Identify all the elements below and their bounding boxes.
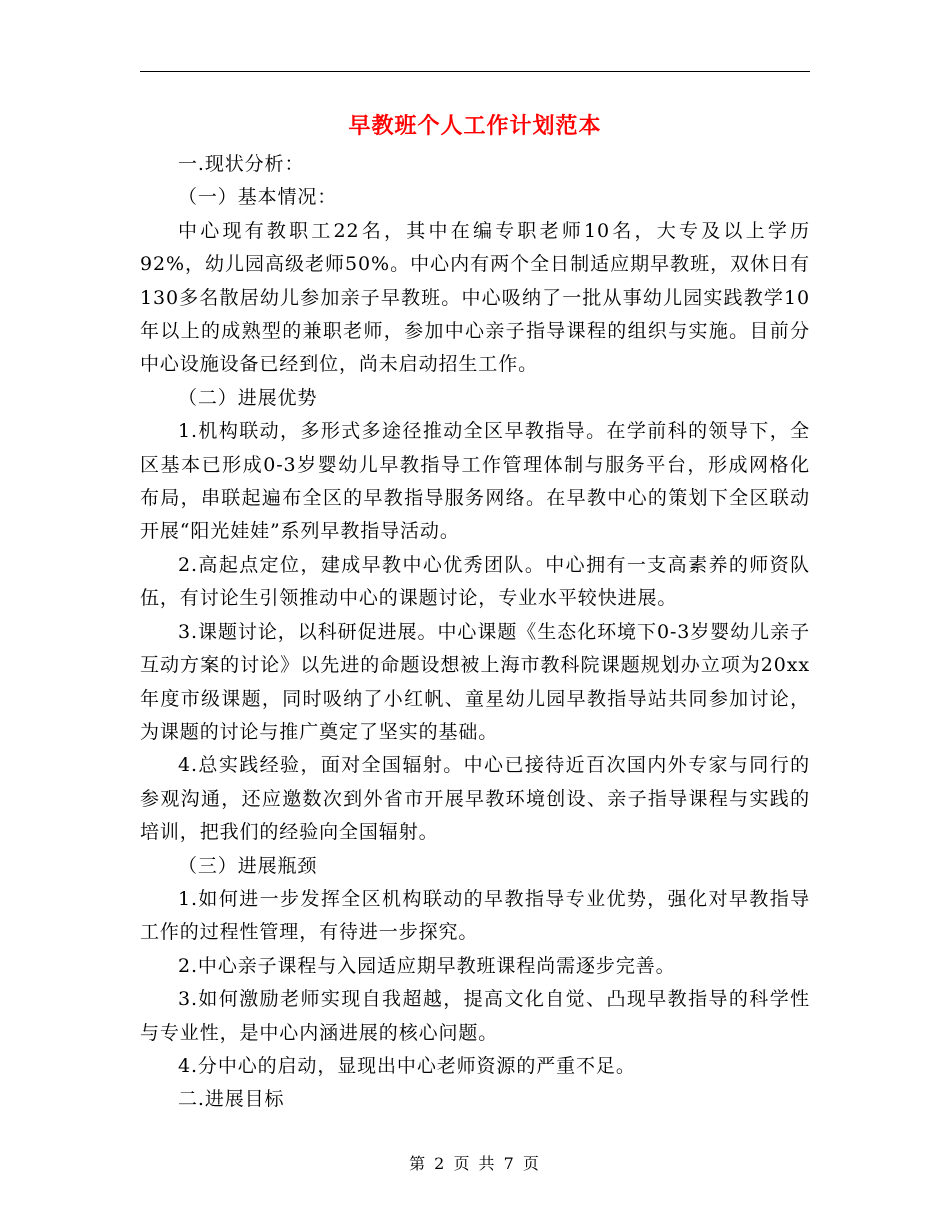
heading-current-analysis: 一.现状分析： xyxy=(178,153,305,175)
paragraph-advantage-1: 1.机构联动，多形式多途径推动全区早教指导。在学前科的领导下，全区基本已形成0-3岁婴幼儿早教指导工作管理体制与服务平台，形成网格化布局，串联起遍布全区的早教指导服务网络。在早教中心的策划下全区联动开展“阳光娃娃”系列早教指导活动。 xyxy=(140,420,810,543)
paragraph-bottleneck-1: 1.如何进一步发挥全区机构联动的早教指导专业优势，强化对早教指导工作的过程性管理，有待进一步探究。 xyxy=(140,887,810,944)
paragraph-advantage-3: 3.课题讨论，以科研促进展。中心课题《生态化环境下0-3岁婴幼儿亲子互动方案的讨论》以先进的命题设想被上海市教科院课题规划办立项为20xx年度市级课题，同时吸纳了小红帆、童星幼儿园早教指导站共同参加讨论，为课题的讨论与推广奠定了坚实的基础。 xyxy=(140,620,810,743)
paragraph-bottleneck-2: 2.中心亲子课程与入园适应期早教班课程尚需逐步完善。 xyxy=(178,954,676,977)
document-body xyxy=(140,148,810,1117)
paragraph-basic-situation: 中心现有教职工22名，其中在编专职老师10名，大专及以上学历92%，幼儿园高级老师50%。中心内有两个全日制适应期早教班，双休日有130多名散居幼儿参加亲子早教班。中心吸纳了一批从事幼儿园实践教学10年以上的成熟型的兼职老师，参加中心亲子指导课程的组织与实施。目前分中心设施设备已经到位，尚未启动招生工作。 xyxy=(140,219,810,376)
header-rule xyxy=(140,71,810,72)
paragraph-bottleneck-4: 4.分中心的启动，显现出中心老师资源的严重不足。 xyxy=(178,1054,636,1077)
paragraph-advantage-4: 4.总实践经验，面对全国辐射。中心已接待近百次国内外专家与同行的参观沟通，还应邀数次到外省市开展早教环境创设、亲子指导课程与实践的培训，把我们的经验向全国辐射。 xyxy=(140,754,810,844)
paragraph-bottleneck-3: 3.如何激励老师实现自我超越，提高文化自觉、凸现早教指导的科学性与专业性，是中心内涵进展的核心问题。 xyxy=(140,988,810,1044)
page-number: 第 2 页 共 7 页 xyxy=(409,1154,541,1173)
heading-development-goals: 二.进展目标 xyxy=(178,1088,285,1111)
subheading-development-bottleneck: （三）进展瓶颈 xyxy=(178,854,318,877)
paragraph-advantage-2: 2.高起点定位，建成早教中心优秀团队。中心拥有一支高素养的师资队伍，有讨论生引领推动中心的课题讨论，专业水平较快进展。 xyxy=(140,553,810,610)
subheading-development-advantages: （二）进展优势 xyxy=(178,386,318,409)
subheading-basic-situation: （一）基本情况： xyxy=(178,186,338,209)
document-title: 早教班个人工作计划范本 xyxy=(348,113,602,139)
